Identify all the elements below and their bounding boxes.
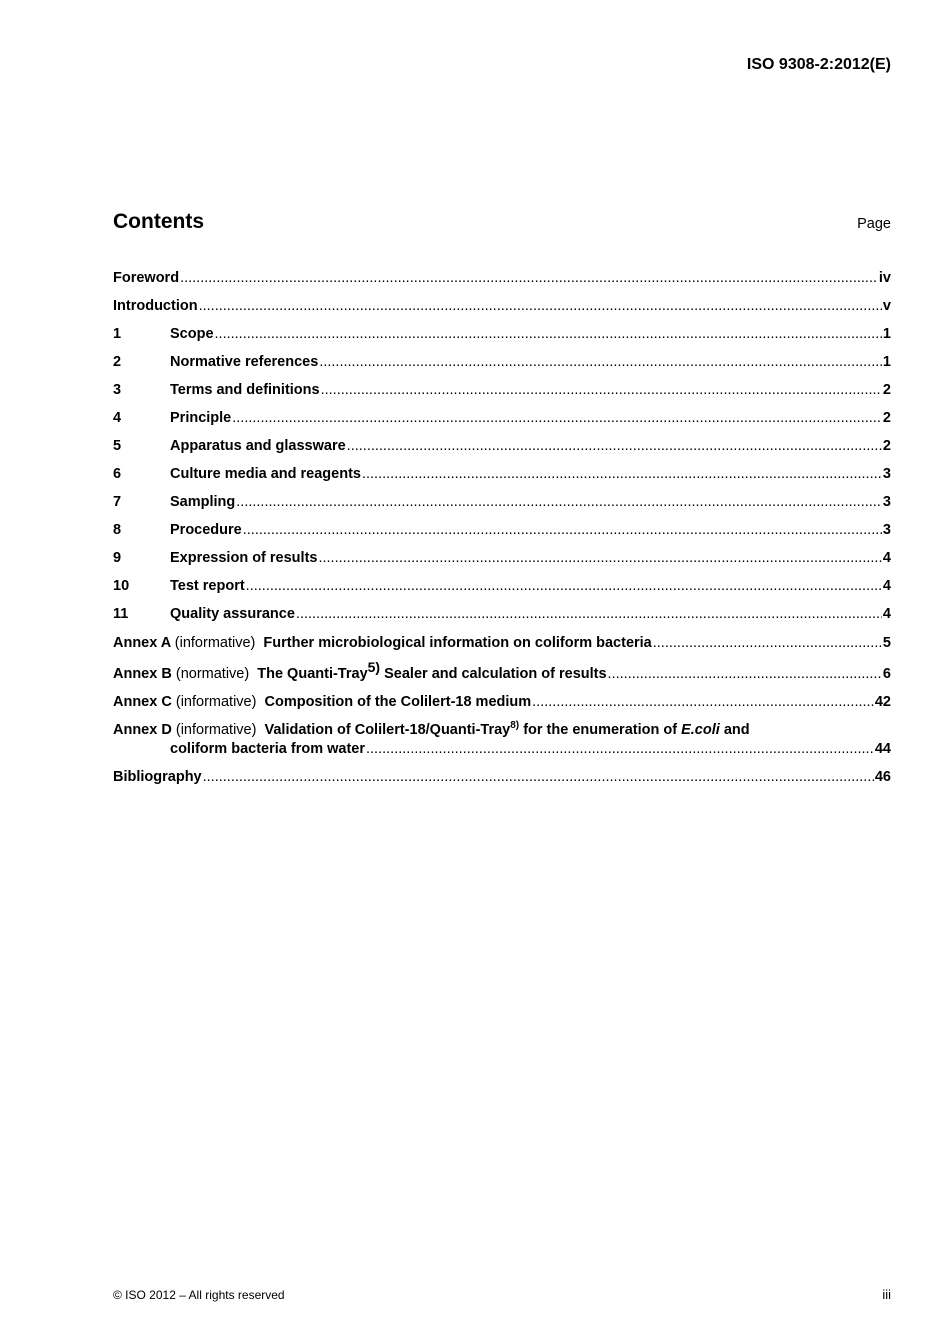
copyright-notice: © ISO 2012 – All rights reserved: [113, 1288, 285, 1302]
toc-entry-clause-6[interactable]: [113, 464, 891, 492]
clause-number: 10: [113, 578, 130, 594]
dot-leader: [203, 767, 874, 787]
dot-leader: [236, 492, 882, 512]
toc-entry-title: Principle: [170, 410, 232, 426]
toc-entry-clause-7[interactable]: [113, 492, 891, 520]
annex-label: Annex C: [113, 694, 172, 710]
toc-entry-page: 4: [882, 606, 891, 622]
clause-number: 7: [113, 494, 122, 510]
toc-entry-page: 1: [882, 326, 891, 342]
toc-entry-page: 2: [882, 438, 891, 454]
annex-title-part: Validation of Colilert-18/Quanti-Tray: [264, 722, 511, 738]
toc-entry-foreword[interactable]: [113, 268, 891, 296]
toc-entry-title: Culture media and reagents: [170, 466, 361, 482]
dot-leader: [366, 739, 874, 759]
dot-leader: [318, 548, 881, 568]
toc-entry-clause-11[interactable]: [113, 604, 891, 632]
footnote-marker: 8): [510, 720, 520, 732]
footnote-marker: 5): [367, 659, 381, 676]
toc-entry-clause-4[interactable]: [113, 408, 891, 436]
toc-entry-page: 3: [882, 522, 891, 538]
toc-entry-title: [113, 720, 891, 739]
toc-entry-clause-10[interactable]: [113, 576, 891, 604]
toc-entry-page: 2: [882, 382, 891, 398]
clause-number: 11: [113, 606, 129, 622]
toc-entry-title: Test report: [170, 578, 245, 594]
toc-entry-page: 6: [882, 666, 891, 682]
dot-leader: [296, 604, 882, 624]
toc-entry-page: 3: [882, 494, 891, 510]
page-column-label: Page: [857, 216, 891, 232]
table-of-contents: [113, 268, 891, 795]
dot-leader: [246, 576, 882, 596]
toc-entry-page: iv: [878, 270, 891, 286]
annex-type: (informative): [175, 694, 257, 710]
page-number: iii: [882, 1287, 891, 1302]
dot-leader: [180, 268, 878, 288]
dot-leader: [532, 692, 874, 712]
annex-title-part: and: [723, 722, 750, 738]
toc-entry-title: [113, 692, 531, 712]
toc-entry-title: Procedure: [170, 522, 242, 538]
toc-entry-clause-8[interactable]: [113, 520, 891, 548]
toc-entry-title: Scope: [170, 326, 214, 342]
toc-entry-continuation: [113, 739, 891, 767]
clause-number: 2: [113, 354, 122, 370]
toc-entry-page: 2: [882, 410, 891, 426]
dot-leader: [199, 296, 882, 316]
annex-type: (informative): [175, 722, 257, 738]
toc-entry-page: 4: [882, 578, 891, 594]
annex-label: Annex B: [113, 666, 172, 682]
toc-entry-title: Apparatus and glassware: [170, 438, 346, 454]
toc-entry-title: Terms and definitions: [170, 382, 320, 398]
annex-type: (normative): [175, 666, 250, 682]
toc-entry-page: 44: [874, 741, 891, 757]
toc-entry-page: v: [882, 298, 891, 314]
dot-leader: [232, 408, 882, 428]
dot-leader: [653, 632, 882, 654]
toc-entry-title: Normative references: [170, 354, 319, 370]
toc-entry-page: 5: [882, 635, 891, 651]
toc-entry-title: [113, 632, 652, 654]
annex-title-part: coliform bacteria from water: [170, 741, 365, 757]
toc-entry-page: 4: [882, 550, 891, 566]
dot-leader: [215, 324, 882, 344]
toc-entry-title: Expression of results: [170, 550, 318, 566]
toc-entry-clause-9[interactable]: [113, 548, 891, 576]
clause-number: 9: [113, 550, 122, 566]
annex-type: (informative): [174, 635, 256, 651]
toc-entry-page: 46: [874, 769, 891, 785]
annex-title-part: Sealer and calculation of results: [384, 666, 607, 682]
dot-leader: [243, 520, 882, 540]
toc-entry-page: 42: [874, 694, 891, 710]
clause-number: 8: [113, 522, 122, 538]
annex-label: Annex A: [113, 635, 171, 651]
toc-entry-page: 1: [882, 354, 891, 370]
dot-leader: [321, 380, 882, 400]
toc-entry-annex-c[interactable]: [113, 692, 891, 720]
toc-entry-annex-b[interactable]: [113, 659, 891, 692]
annex-title-italic: E.coli: [681, 722, 720, 738]
annex-title: Further microbiological information on coliform bacteria: [263, 635, 652, 651]
dot-leader: [362, 464, 882, 484]
toc-entry-clause-3[interactable]: [113, 380, 891, 408]
toc-entry-clause-1[interactable]: [113, 324, 891, 352]
toc-entry-clause-5[interactable]: [113, 436, 891, 464]
contents-title: Contents: [113, 210, 204, 233]
toc-entry-introduction[interactable]: [113, 296, 891, 324]
annex-title-part: The Quanti-Tray: [257, 666, 368, 682]
document-id: ISO 9308-2:2012(E): [746, 56, 891, 73]
toc-entry-title: Quality assurance: [170, 606, 295, 622]
clause-number: 3: [113, 382, 122, 398]
toc-entry-bibliography[interactable]: [113, 767, 891, 795]
toc-entry-title: [113, 659, 607, 684]
clause-number: 5: [113, 438, 122, 454]
clause-number: 1: [113, 326, 122, 342]
toc-entry-page: 3: [882, 466, 891, 482]
annex-label: Annex D: [113, 722, 172, 738]
dot-leader: [608, 664, 882, 684]
clause-number: 6: [113, 466, 122, 482]
dot-leader: [347, 436, 882, 456]
toc-entry-title: Bibliography: [113, 769, 202, 785]
dot-leader: [319, 352, 882, 372]
toc-entry-title: Foreword: [113, 270, 180, 286]
toc-entry-annex-a[interactable]: [113, 632, 891, 664]
toc-entry-clause-2[interactable]: [113, 352, 891, 380]
toc-entry-title: Introduction: [113, 298, 198, 314]
toc-entry-annex-d[interactable]: [113, 720, 891, 767]
annex-title-part: for the enumeration of: [523, 722, 678, 738]
annex-title: Composition of the Colilert-18 medium: [264, 694, 532, 710]
clause-number: 4: [113, 410, 122, 426]
toc-entry-title: Sampling: [170, 494, 236, 510]
